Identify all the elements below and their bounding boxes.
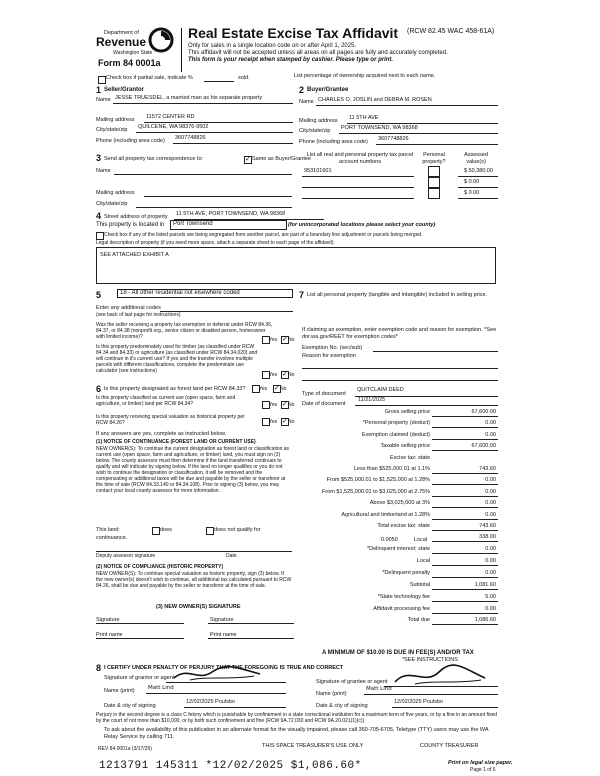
dept-top: Department of [104, 30, 139, 36]
delinquent-row-label: *Delinquent interest: state [367, 546, 430, 552]
street-label: Street address of property [104, 214, 168, 220]
page-number: Page 1 of 6 [470, 767, 496, 773]
buyer-phone-label: Phone (including area code) [299, 139, 368, 145]
dept-state: Washington State [113, 50, 153, 56]
parcel-col-header: List all real and personal property tax parcel account numbers [306, 152, 414, 165]
buyer-city-label: City/state/zip [299, 128, 331, 134]
partial-sold-label: sold. [238, 75, 250, 81]
q-historic: Is this property receiving special valuation as historical property per RCW 84.26? [96, 414, 245, 426]
grantor-date-city[interactable]: 12/02/2025 Poulsbo [186, 699, 235, 705]
tax-row-value[interactable]: 67,600.00 [471, 409, 496, 415]
corr-city-label: City/state/zip [96, 201, 128, 207]
dept-name: Revenue [96, 35, 147, 49]
delinquent-row-value[interactable]: 5.00 [485, 593, 496, 600]
notice-compliance-text: NEW OWNER(S): To continue special valuation as historic property, sign (3) below. If the new owner(s) doesn't wish to continue, all additional tax calculated pursuant to RCW 84.26, shall be due and payable by the seller or transferor at the time of sale. [96, 571, 292, 589]
tax-row-label: Above $3,025,000 at 3% [369, 500, 430, 507]
located-note: (for unincorporated locations please select your county) [288, 222, 436, 228]
partial-sale-checkbox[interactable] [98, 76, 106, 84]
delinquent-row-value[interactable]: 0.00 [485, 605, 496, 612]
assessed-value-3[interactable]: $ 0.00 [464, 190, 480, 196]
corr-addr-field[interactable] [144, 196, 292, 197]
tax-row-value[interactable]: 0.00 [485, 431, 496, 438]
partial-pct-field[interactable] [204, 81, 234, 82]
delinquent-row-value[interactable]: 1,086.60 [474, 617, 496, 624]
land-does-checkbox[interactable] [152, 527, 160, 535]
form-title: Real Estate Excise Tax Affidavit [188, 25, 399, 41]
perjury-notice: Perjury in the second degree is a class C felony which is punishable by confinement in a state correctional institution for a maximum term of five years, or by a fine in an amount fixed by the court of not more than $10,000, or by both such confinement and fine (RCW 9A.72.030 and RCW 9A.20.021(1)(c)). [96, 712, 498, 724]
street-address[interactable]: 11 5TH AVE, PORT TOWNSEND, WA 98368 [176, 211, 286, 217]
personal-col-header: Personal property? [422, 152, 446, 165]
seller-city[interactable]: QUILCENE, WA 98376-9502 [138, 124, 209, 130]
corr-name-field[interactable] [114, 174, 292, 175]
parcel-number-2[interactable] [302, 187, 414, 188]
additional-codes-label: Enter any additional codes [96, 305, 161, 311]
tax-row-label: *Personal property (deduct) [362, 420, 430, 427]
corr-name-label: Name [96, 168, 111, 174]
tax-row-value[interactable]: 0.00 [485, 488, 496, 495]
assessed-col-header: Assessed value(s) [464, 152, 488, 165]
treasurer-use: THIS SPACE TREASURER'S USE ONLY [262, 743, 364, 749]
header-note-1: Only for sales in a single location code on or after April 1, 2025. [188, 43, 357, 49]
legal-paper-note: Print on legal size paper. [448, 760, 513, 766]
minimum-due-note: A MINIMUM OF $10.00 IS DUE IN FEE(S) AND/OR TAX [322, 650, 474, 656]
local-label: Local [414, 537, 428, 543]
q-timber: Is this property predominately used for timber (as classified under RCW 84.34 and 84.33) or agriculture (as classified under RCW 84.34.020) and will continue in it's current use? If yes and the transfer involves multiple parcels with different classifications, complete the predominate use calculator (see instructions) [96, 344, 258, 374]
tax-row-label: From $525,000.01 to $1,525,000 at 1.28% [326, 477, 430, 484]
delinquent-row-label: Total due [407, 617, 430, 624]
delinquent-row-label: Local [416, 557, 430, 564]
tax-row-label: From $1,525,000.01 to $3,025,000 at 2.75% [322, 488, 430, 495]
header-divider [181, 28, 182, 72]
affidavit-page: Department of Revenue Washington State Form 84 0001a Real Estate Excise Tax Affidavit (RCW 82.45 WAC 458-61A) Only for sales in a single location code on or after April 1, 2025. This affidavit will not be accepted unless all areas on all pages are fully and accurately completed. This form is your receipt when stamped by cashier. Please type or print. Check box if partial sale, indicate % sold. List percentage of ownership acquired next to each name. 1 Seller/Grantor Name JESSE TRUESDEL, a married man as his separate property Mailing address 11572 CENTER RD City/state/zip QUILCENE, WA 98376-9502 Phone (including area code) 3607748826 2 Buyer/Grantee Name CHARLES O. JOSLIN and DEBRA M. ROSEN Mailing address 11 5TH AVE City/state/zip PORT TOWNSEND, WA 98368 Phone (including area code) 3607748826 3 Send all property tax correspondence to: ✓ Same as Buyer/Grantee Name Mailing address City/state/zip List all real and personal property tax parcel account numbers Personal property? Assessed value(s) 953101601 $ 50,380.00 $ 0.00 $ 0.00 4 Street address of property 11 5TH AVE, PORT TOWNSEND, WA 98368 This property is located in Port Townsend (for unincorporated locations please select your county) Check box if any of the listed parcels are being segregated from another parcel, are part of a boundary line adjustment or parcels being merged. Legal description of property (if you need more space, attach a separate sheet to each page of the affidavit). SEE ATTACHED EXHIBIT A 5 18 - All other residential not elsewhere coded Enter any additional codes (see back of last page for instructions) Was the seller receiving a property tax exemption or deferral under RCW 84.36, 84.37, or 84.38 (nonprofit org., senior citizen or disabled person, homeowner with limited income)? Yes ✓ No Is this property predominately used for timber (as classified under RCW 84.34 and 84.33) or agriculture (as classified under RCW 84.34.020) and will continue in it's current use? If yes and the transfer involves multiple parcels with different classifications, complete the predominate use calculator (see instructions) Yes ✓ No 6 Is this property designated as forest land per RCW 84.33? Yes ✓ No Is this property classified as current use (open space, farm and agriculture, or timber) land per RCW 84.34? Yes ✓ No Is this property receiving special valuation as historical property per RCW 84.26? Yes ✓ No If any answers are yes, complete as instructed below. (1) NOTICE OF CONTINUANCE (FOREST LAND OR CURRENT USE) NEW OWNER(S): To continue the current designation as forest land or classification as current use (open space, farm and agriculture, or timber) land, you must sign on (3) below. The county assessor must then determine if the land transferred continues to qualify and will indicate by signing below. If the land no longer qualifies or you do not wish to continue the designation or classification, it will be removed and the compensating or additional taxes will be due and payable by the seller or transferor at the time of sale (RCW 84.33.140 or 84.34.108). Prior to signing (3) below, you may contact your local county assessor for more information. This land: does does not qualify for continuance. Deputy assessor signature Date (2) NOTICE OF COMPLIANCE (HISTORIC PROPERTY) NEW OWNER(S): To continue special valuation as historic property, sign (3) below. If the new owner(s) doesn't wish to continue, all additional tax calculated pursuant to RCW 84.26, shall be due and payable by the seller or transferor at the time of sale. (3) NEW OWNER(S) SIGNATURE Signature Signature Print name Print name 7 List all personal property (tangible and intangible) included in selling price. If claiming an exemption, enter exemption code and reason for exemption. *See dor.wa.gov/REET for exemption codes* Exemption No. (sec/sub) Reason for exemption Type of document QUITCLAIM DEED Date of document 11/21/2025 Gross selling price 67,600.00 *Personal property (deduct) 0.00 Exemption claimed (deduct) 0.00 Taxable selling price 67,600.00 Excise tax: state Less than $525,000.01 at 1.1% 743.60 From $525,000.01 to $1,525,000 at 1.28% 0.00 From $1,525,000.01 to $3,025,000 at 2.75% 0.00 Above $3,025,000 at 3% 0.00 Agricultural and timberland at 1.28% 0.00 Total excise tax: state 743.60 0.0050 Local 338.00 *Delinquent interest: state 0.00 Local 0.00 *Delinquent penalty 0.00 Subtotal 1,081.60 *State technology fee 5.00 Affidavit processing fee 0.00 Total due 1,086.60 A MINIMUM OF $10.00 IS DUE IN FEE(S) AND/OR TAX *SEE INSTRUCTIONS 8 I CERTIFY UNDER PENALTY OF PERJURY THAT THE FOREGOING IS TRUE AND CORRECT Signature of grantor or agent Name (print) Matt Lind Date & city of signing 12/02/2025 Poulsbo Signature of grantee or agent Name (print) Matt Lind Date & city of signing 12/02/2025 Poulsbo Perjury in the second degree is a class C felony which is punishable by confinement in a state correctional institution for a maximum term of five years, or by a fine in an amount fixed by the court of not more than $10,000, or by both such confinement and fine (RCW 9A.72.030 and RCW 9A.20.021(1)(c)). To ask about the availability of this publication in an alternate format for the visually impaired, please call 360-705-6705. Teletype (TTY) users may use the WA Relay Service by calling 711. REV 84 0001a (3/17/25) THIS SPACE TREASURER'S USE ONLY COUNTY TREASURER 1213791 145311 *12/02/2025 $1,086.60* Print on legal size paper. Page 1 of 6 [0, 0, 600, 776]
document-type[interactable]: QUITCLAIM DEED [357, 387, 404, 393]
segregated-checkbox[interactable] [96, 232, 104, 240]
document-date[interactable]: 11/21/2025 [358, 397, 386, 403]
partial-sale-label: Check box if partial sale, indicate % [106, 75, 193, 81]
segregated-label: Check box if any of the listed parcels are being segregated from another parcel, are part of a boundary line adjustment or parcels being merged. [104, 232, 423, 238]
same-as-buyer-label: Same as Buyer/Grantee [252, 156, 312, 162]
legal-desc-label: Legal description of property (if you need more space, attach a separate sheet to each page of the affidavit). [96, 240, 335, 246]
form-statute: (RCW 82.45 WAC 458-61A) [407, 28, 495, 35]
assessed-value-2[interactable]: $ 0.00 [464, 179, 480, 185]
local-rate: 0.0050 [381, 537, 398, 543]
tax-row-value[interactable]: 0.00 [485, 511, 496, 518]
parcel-number-3[interactable] [302, 198, 414, 199]
corr-addr-label: Mailing address [96, 190, 135, 196]
grantee-date-city[interactable]: 12/02/2025 Poulsbo [394, 699, 443, 705]
corr-city-field[interactable] [136, 207, 292, 208]
q-forest: Is this property designated as forest land per RCW 84.33? [104, 386, 246, 392]
county-treasurer: COUNTY TREASURER [420, 743, 479, 749]
assessed-value-1[interactable]: $ 50,380.00 [464, 168, 494, 174]
buyer-title: Buyer/Grantee [307, 87, 349, 93]
owner-print-name-1[interactable] [96, 638, 184, 639]
tax-row-value[interactable]: 0.00 [485, 420, 496, 427]
new-owner-sig-title: (3) NEW OWNER(S) SIGNATURE [156, 604, 241, 610]
delinquent-row-value[interactable]: 0.00 [485, 569, 496, 576]
see-instructions: *SEE INSTRUCTIONS [402, 657, 458, 663]
seller-phone[interactable]: 3607748826 [175, 135, 206, 141]
tax-row-value[interactable]: 743.60 [479, 523, 496, 529]
personal-checkbox-2[interactable] [428, 177, 440, 188]
tax-row-label: Gross selling price [384, 409, 430, 415]
tax-row-value[interactable]: 0.00 [485, 477, 496, 484]
legal-description-field[interactable]: SEE ATTACHED EXHIBIT A [96, 247, 496, 284]
alt-format-notice: To ask about the availability of this publication in an alternate format for the visually impaired, please call 360-705-6705. Teletype (TTY) users may use the WA Relay Service by calling 711. [104, 727, 489, 740]
deputy-signature-field[interactable] [96, 551, 292, 552]
parcel-number-1[interactable]: 953101601 [304, 168, 332, 174]
tax-row-label: Total excise tax: state [377, 523, 430, 529]
seller-name[interactable]: JESSE TRUESDEL, a married man as his separate property [115, 95, 263, 101]
delinquent-row-label: *State technology fee [377, 593, 430, 600]
buyer-addr-label: Mailing address [299, 118, 338, 124]
use-code-select[interactable]: 18 - All other residential not elsewhere coded [117, 289, 293, 298]
delinquent-row-value[interactable]: 1,081.60 [474, 581, 496, 588]
treasurer-stamp: 1213791 145311 *12/02/2025 $1,086.60* [99, 760, 362, 772]
this-land-label: This land: [96, 527, 120, 533]
tax-row-label: Exemption claimed (deduct) [361, 431, 430, 438]
tax-row-label: Agricultural and timberland at 1.28% [341, 511, 430, 518]
tax-row-value[interactable]: 743.60 [479, 466, 496, 472]
personal-property-label: List all personal property (tangible and intangible) included in selling price. [307, 292, 488, 298]
additional-codes-note: (see back of last page for instructions) [96, 312, 181, 318]
located-label: This property is located in [96, 222, 165, 228]
located-select[interactable]: Port Townsend [170, 220, 287, 230]
owner-print-name-2[interactable] [208, 638, 294, 639]
ownership-pct-note: List percentage of ownership acquired next to each name. [294, 73, 436, 79]
exemption-no-field[interactable] [373, 351, 498, 352]
seller-city-label: City/state/zip [96, 127, 128, 133]
local-tax-value[interactable]: 338.00 [479, 534, 496, 540]
delinquent-row-label: *Delinquent penalty [382, 569, 430, 576]
delinquent-row-label: Affidavit processing fee [373, 605, 430, 612]
q-current-use: Is this property classified as current use (open space, farm and agriculture, or timber) land per RCW 84.34? [96, 395, 236, 407]
tax-row-label: Excise tax: state [389, 454, 430, 461]
q-exemption: Was the seller receiving a property tax exemption or deferral under RCW 84.36, 84.37, or 84.38 (nonprofit org., senior citizen or disabled person, homeowner with limited income)? [96, 322, 273, 340]
notice-continuance-text: NEW OWNER(S): To continue the current designation as forest land or classification as current use (open space, farm and agriculture, or timber) land, you must sign on (3) below. The county assessor must then determine if the land transferred continues to qualify and will indicate by signing below. If the land no longer qualifies or you do not wish to continue the designation or classification, it will be removed and the compensating or additional taxes will be due and payable by the seller or transferor at the time of sale (RCW 84.33.140 or 84.34.108). Prior to signing (3) below, you may contact your local county assessor for more information. [96, 446, 290, 494]
seller-title: Seller/Grantor [104, 87, 145, 93]
seller-name-label: Name [96, 97, 111, 103]
revision: REV 84 0001a (3/17/25) [98, 746, 152, 752]
correspondence-label: Send all property tax correspondence to: [104, 156, 204, 162]
grantor-print-name[interactable]: Matt Lind [148, 685, 174, 691]
personal-checkbox-3[interactable] [428, 188, 440, 199]
delinquent-row-value[interactable]: 0.00 [485, 546, 496, 552]
buyer-phone[interactable]: 3607748826 [378, 136, 409, 142]
tax-row-label: Taxable selling price [380, 443, 430, 450]
form-number: Form 84 0001a [98, 58, 161, 68]
same-as-buyer-checkbox[interactable] [244, 156, 252, 164]
if-yes-note: If any answers are yes, complete as instructed below. [96, 431, 227, 437]
tax-row-value[interactable]: 0.00 [485, 500, 496, 507]
tax-row-value[interactable]: 67,600.00 [471, 443, 496, 450]
notice-compliance-title: (2) NOTICE OF COMPLIANCE (HISTORIC PROPERTY) [96, 564, 224, 570]
buyer-name-label: Name [299, 99, 314, 105]
exemption-reason-field[interactable] [302, 368, 498, 369]
certify-statement: I CERTIFY UNDER PENALTY OF PERJURY THAT THE FOREGOING IS TRUE AND CORRECT [104, 665, 344, 671]
seller-addr[interactable]: 11572 CENTER RD [146, 114, 195, 120]
seller-phone-label: Phone (including area code) [96, 138, 165, 144]
buyer-addr[interactable]: 11 5TH AVE [349, 115, 379, 121]
exemption-label: If claiming an exemption, enter exemption code and reason for exemption. *See dor.wa.gov/REET for exemption codes* [302, 327, 497, 340]
delinquent-row-value[interactable]: 0.00 [485, 557, 496, 564]
delinquent-row-label: Subtotal [409, 581, 430, 588]
notice-continuance-title: (1) NOTICE OF CONTINUANCE (FOREST LAND OR CURRENT USE) [96, 439, 256, 445]
header-note-3: This form is your receipt when stamped by cashier. Please type or print. [188, 57, 394, 63]
buyer-name[interactable]: CHARLES O. JOSLIN and DEBRA M. ROSEN [318, 97, 432, 103]
tax-row-label: Less than $525,000.01 at 1.1% [353, 466, 430, 472]
header-note-2: This affidavit will not be accepted unless all areas on all pages are fully and accurately completed. [188, 50, 448, 56]
seller-addr-label: Mailing address [96, 117, 135, 123]
wa-revenue-logo [148, 27, 174, 53]
land-does-not-checkbox[interactable] [206, 527, 214, 535]
personal-checkbox-1[interactable] [428, 166, 440, 177]
grantee-print-name[interactable]: Matt Lind [366, 686, 392, 692]
buyer-city[interactable]: PORT TOWNSEND, WA 98368 [341, 125, 418, 131]
